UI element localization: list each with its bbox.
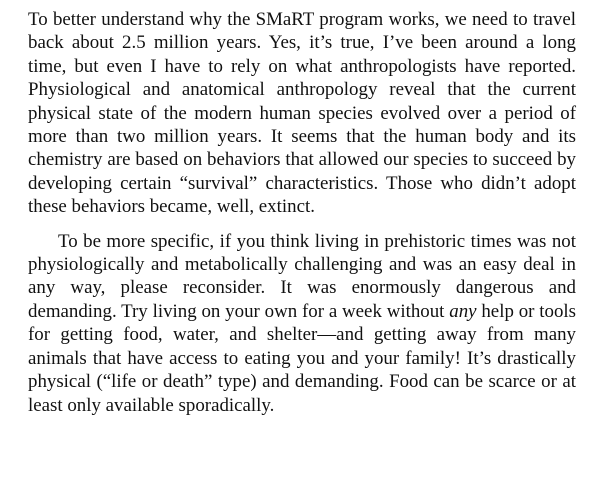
paragraph-text-before-emphasis: To be more specific, if you think living in prehistoric times was not physiologically and metabolically challenging and was an easy deal in any way, please reconsider. It was enormously dangerous and demanding. Try living on your own for a week without	[28, 230, 576, 322]
paragraph-survival-background: To better understand why the SMaRT program works, we need to travel back about 2.5 million years. Yes, it’s true, I’ve been around a long time, but even I have to rely on what anthropologists have reported. Physiological and anatomical anthropology reveal that the current physical state of the modern human species evolved over a period of more than two million years. It seems that the human body and its chemistry are based on behaviors that allowed our species to succeed by developing certain “survival” characteristics. Those who didn’t adopt these behaviors became, well, extinct.	[28, 9, 576, 218]
emphasized-word: any	[449, 300, 477, 322]
document-page	[28, 8, 576, 417]
paragraph-text-after-emphasis: help or tools for getting food, water, and shelter—and getting away from many animals that have access to eating you and your family! It’s drastically physical (“life or death” type) and demanding. Food can be scarce or at least only available sporadically.	[28, 300, 577, 416]
paragraph-prehistoric-challenges	[28, 230, 576, 417]
